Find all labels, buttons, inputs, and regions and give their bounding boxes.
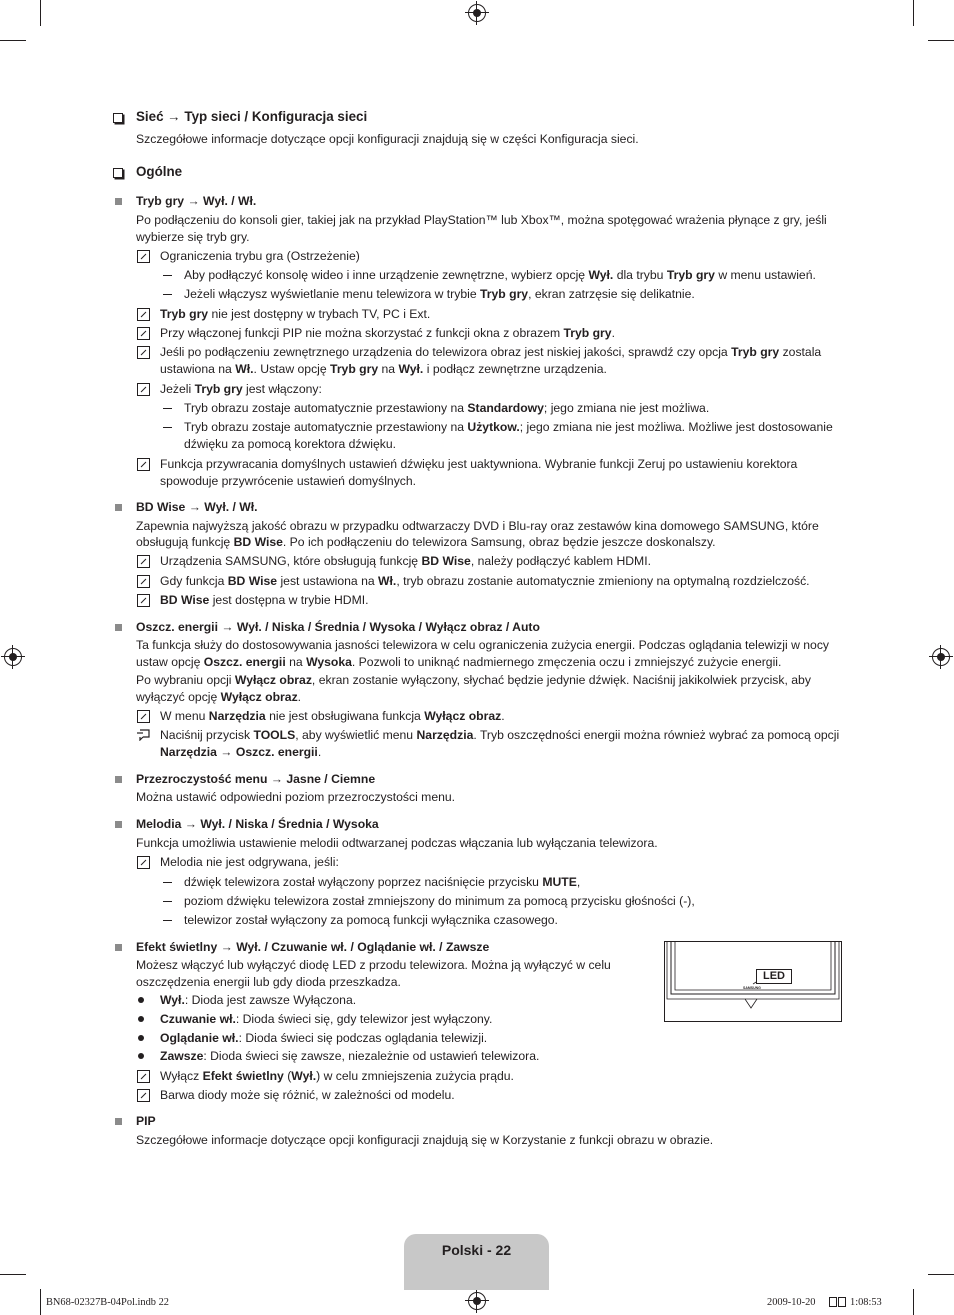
registration-mark-icon xyxy=(468,4,486,22)
note-icon xyxy=(137,308,150,321)
note-text: Gdy funkcja BD Wise jest ustawiona na Wł., tryb obrazu zostanie automatycznie zmieniony na optymalną rozdzielczość. xyxy=(160,574,810,588)
note-icon xyxy=(137,856,150,869)
note-text: Wyłącz Efekt świetlny (Wył.) w celu zmniejszenia zużycia prądu. xyxy=(160,1069,514,1083)
registration-mark-icon xyxy=(932,648,950,666)
note-text: Melodia nie jest odgrywana, jeśli: xyxy=(160,855,339,869)
item-title-light-effect: Efekt świetlny → Wył. / Czuwanie wł. / Oglądanie wł. / Zawsze xyxy=(136,940,490,954)
paragraph-line: Po wybraniu opcji Wyłącz obraz, ekran zostanie wyłączony, słychać będzie jedynie dźwięk. Naciśnij jakikolwiek przycisk, aby xyxy=(136,673,811,687)
paragraph-line: Funkcja umożliwia ustawienie melodii odtwarzanej podczas włączania lub wyłączania telewizora. xyxy=(136,836,658,850)
note-icon xyxy=(137,250,150,263)
square-bullet-icon xyxy=(115,504,122,511)
paragraph-line: Zapewnia najwyższą jakość obrazu w przypadku odtwarzaczy DVD i Blu-ray oraz zestawów kina domowego SAMSUNG, które xyxy=(136,519,819,533)
dash-bullet-icon xyxy=(163,901,172,902)
note-icon xyxy=(137,555,150,568)
item-title-melody: Melodia → Wył. / Niska / Średnia / Wysoka xyxy=(136,817,379,831)
note-text: Przy włączonej funkcji PIP nie można skorzystać z funkcji okna z obrazem Tryb gry. xyxy=(160,326,615,340)
dash-bullet-icon xyxy=(163,408,172,409)
square-bullet-icon xyxy=(115,944,122,951)
registration-mark-icon xyxy=(4,648,22,666)
note-icon xyxy=(137,458,150,471)
paragraph-line: obsługują funkcję BD Wise. Po ich podłączeniu do telewizora Samsung, obraz będzie jeszcze doskonalszy. xyxy=(136,535,716,549)
note-text: ustawiona na Wł.. Ustaw opcję Tryb gry na Wył. i podłącz zewnętrzne urządzenia. xyxy=(160,362,607,376)
paragraph-line: oszczędzenia energii lub gdy dioda przeszkadza. xyxy=(136,975,401,989)
paragraph-line: Możesz włączyć lub wyłączyć diodę LED z przodu telewizora. Można ją wyłączyć w celu xyxy=(136,958,611,972)
dash-item: Jeżeli włączysz wyświetlanie menu telewizora w trybie Tryb gry, ekran zatrzęsie się delikatnie. xyxy=(184,287,695,301)
dash-bullet-icon xyxy=(163,920,172,921)
note-text: Barwa diody może się różnić, w zależności od modelu. xyxy=(160,1088,455,1102)
led-label: LED xyxy=(756,969,792,984)
footer-box-glyph xyxy=(829,1297,837,1307)
note-icon xyxy=(137,594,150,607)
dash-bullet-icon xyxy=(163,275,172,276)
note-icon xyxy=(137,346,150,359)
paragraph-line: Można ustawić odpowiedni poziom przezroczystości menu. xyxy=(136,790,456,804)
paragraph-line: wybierze się tryb gry. xyxy=(136,230,250,244)
brand-logo: SAMSUNG xyxy=(743,986,761,990)
item-title-pip: PIP xyxy=(136,1114,156,1128)
note-text: spowoduje przywrócenie ustawień domyślnych. xyxy=(160,474,417,488)
note-icon xyxy=(137,1070,150,1083)
tools-text: Naciśnij przycisk TOOLS, aby wyświetlić menu Narzędzia. Tryb oszczędności energii można również wybrać za pomocą opcji xyxy=(160,728,840,742)
crop-mark xyxy=(0,1274,26,1275)
dash-item: telewizor został wyłączony za pomocą funkcji wyłącznika czasowego. xyxy=(184,913,558,927)
round-bullet-icon xyxy=(138,1035,144,1041)
paragraph-line: ustaw opcję Oszcz. energii na Wysoka. Pozwoli to uniknąć nadmiernego zmęczenia oczu i zmniejszyć zużycie energii. xyxy=(136,655,782,669)
note-text: BD Wise jest dostępna w trybie HDMI. xyxy=(160,593,369,607)
page-number-tab xyxy=(404,1234,549,1290)
footer-box-glyph xyxy=(838,1297,846,1307)
paragraph-line: Szczegółowe informacje dotyczące opcji konfiguracji znajdują się w Korzystanie z funkcji obrazu w obrazie. xyxy=(136,1133,714,1147)
note-icon xyxy=(137,383,150,396)
dash-bullet-icon xyxy=(163,427,172,428)
checkbox-bullet-icon xyxy=(113,168,123,178)
item-title-menu-transparency: Przezroczystość menu → Jasne / Ciemne xyxy=(136,772,376,786)
note-text: Tryb gry nie jest dostępny w trybach TV, PC i Ext. xyxy=(160,307,431,321)
item-title-bd-wise: BD Wise → Wył. / Wł. xyxy=(136,500,258,514)
dash-item: dźwięku za pomocą korektora dźwięku. xyxy=(184,437,397,451)
page-number: Polski - 22 xyxy=(441,1242,512,1258)
note-icon xyxy=(137,1089,150,1102)
paragraph-line: Po podłączeniu do konsoli gier, takiej jak na przykład PlayStation™ lub Xbox™, można spotęgować wrażenia płynące z gry, jeśli xyxy=(136,213,827,227)
footer-time: 1:08:53 xyxy=(850,1297,882,1308)
list-item: Oglądanie wł.: Dioda świeci się podczas oglądania telewizji. xyxy=(160,1031,488,1045)
square-bullet-icon xyxy=(115,624,122,631)
section-text: Szczegółowe informacje dotyczące opcji konfiguracji znajdują się w części Konfiguracja sieci. xyxy=(136,132,639,146)
note-text: Ograniczenia trybu gra (Ostrzeżenie) xyxy=(160,249,360,263)
paragraph-line: wyłączyć opcję Wyłącz obraz. xyxy=(136,690,302,704)
note-text: Funkcja przywracania domyślnych ustawień dźwięku jest uaktywniona. Wybranie funkcji Zeruj po ustawieniu korektora xyxy=(160,457,798,471)
round-bullet-icon xyxy=(138,1053,144,1059)
list-item: Wył.: Dioda jest zawsze Wyłączona. xyxy=(160,993,357,1007)
note-text: Jeżeli Tryb gry jest włączony: xyxy=(160,382,322,396)
list-item: Zawsze: Dioda świeci się zawsze, niezależnie od ustawień telewizora. xyxy=(160,1049,540,1063)
crop-mark xyxy=(0,40,26,41)
paragraph-line: Ta funkcja służy do dostosowywania jasności telewizora w celu ograniczenia zużycia energii. Podczas oglądania telewizji w nocy xyxy=(136,638,830,652)
tools-button-icon xyxy=(136,729,150,741)
note-icon xyxy=(137,575,150,588)
square-bullet-icon xyxy=(115,1118,122,1125)
crop-mark xyxy=(40,1289,41,1315)
footer-date: 2009-10-20 xyxy=(767,1297,816,1308)
note-icon xyxy=(137,327,150,340)
crop-mark xyxy=(40,0,41,26)
tools-text: Narzędzia → Oszcz. energii. xyxy=(160,745,322,759)
crop-mark xyxy=(913,0,914,26)
note-text: Jeśli po podłączeniu zewnętrznego urządzenia do telewizora obraz jest niskiej jakości, sprawdź czy opcja Tryb gry zostala xyxy=(160,345,822,359)
note-icon xyxy=(137,710,150,723)
footer-file-name: BN68-02327B-04Pol.indb 22 xyxy=(46,1297,169,1308)
square-bullet-icon xyxy=(115,821,122,828)
note-text: W menu Narzędzia nie jest obsługiwana funkcja Wyłącz obraz. xyxy=(160,709,505,723)
dash-bullet-icon xyxy=(163,294,172,295)
dash-item: dźwięk telewizora został wyłączony poprzez naciśnięcie przycisku MUTE, xyxy=(184,875,581,889)
section-heading-general: Ogólne xyxy=(136,164,183,179)
dash-item: poziom dźwięku telewizora został zmniejszony do minimum za pomocą przycisku głośności (-), xyxy=(184,894,695,908)
checkbox-bullet-icon xyxy=(113,113,123,123)
dash-item: Tryb obrazu zostaje automatycznie przestawiony na Standardowy; jego zmiana nie jest możliwa. xyxy=(184,401,710,415)
crop-mark xyxy=(913,1289,914,1315)
tv-led-illustration xyxy=(664,941,842,1022)
round-bullet-icon xyxy=(138,1016,144,1022)
square-bullet-icon xyxy=(115,198,122,205)
item-title-game-mode: Tryb gry → Wył. / Wł. xyxy=(136,194,257,208)
square-bullet-icon xyxy=(115,776,122,783)
note-text: Urządzenia SAMSUNG, które obsługują funkcję BD Wise, należy podłączyć kablem HDMI. xyxy=(160,554,651,568)
dash-bullet-icon xyxy=(163,882,172,883)
crop-mark xyxy=(928,1274,954,1275)
list-item: Czuwanie wł.: Dioda świeci się, gdy telewizor jest wyłączony. xyxy=(160,1012,493,1026)
crop-mark xyxy=(928,40,954,41)
dash-item: Tryb obrazu zostaje automatycznie przestawiony na Użytkow.; jego zmiana nie jest możliwa. Możliwe jest dostosowanie xyxy=(184,420,833,434)
round-bullet-icon xyxy=(138,997,144,1003)
dash-item: Aby podłączyć konsolę wideo i inne urządzenie zewnętrzne, wybierz opcję Wył. dla trybu Tryb gry w menu ustawień. xyxy=(184,268,816,282)
section-heading-network: Sieć → Typ sieci / Konfiguracja sieci xyxy=(136,109,368,124)
item-title-energy: Oszcz. energii → Wył. / Niska / Średnia / Wysoka / Wyłącz obraz / Auto xyxy=(136,620,540,634)
registration-mark-icon xyxy=(468,1292,486,1310)
